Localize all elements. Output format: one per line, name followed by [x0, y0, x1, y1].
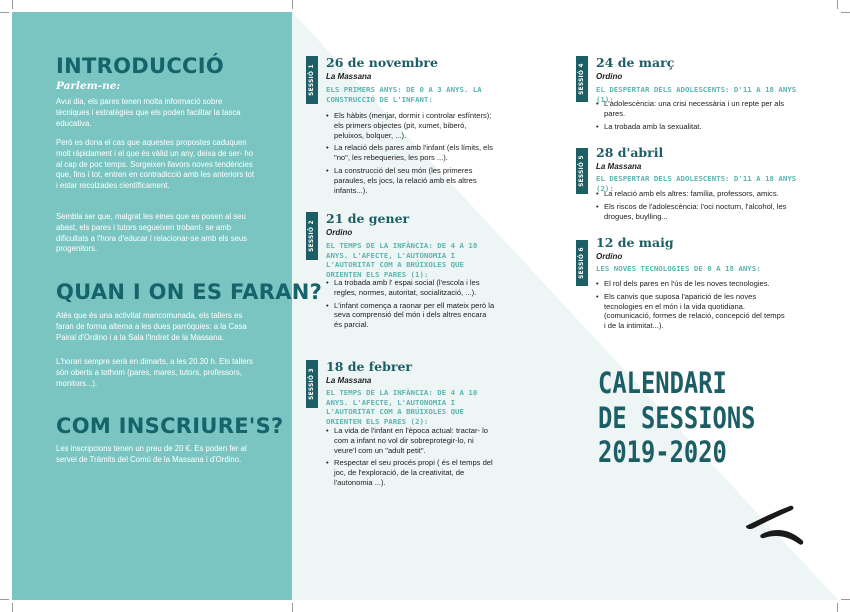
session-label: SESSIÓ 5	[579, 155, 585, 187]
crop-mark	[0, 12, 9, 13]
brush-logo-icon	[744, 504, 806, 548]
crop-mark	[12, 603, 13, 612]
session-label-badge	[576, 148, 588, 194]
intro-paragraph: Avui dia, els pares tenen molta informació sobre tècniques i estratègies que els poden facilitar la tasca educativa.	[56, 97, 241, 128]
session-bullet: • La relació dels pares amb l'infant (els límits, els "no", les rebequeries, les pors ...).	[326, 143, 496, 163]
intro-paragraph: Sembla ser que, malgrat les eines que es posen al seu abast, els pares i tutors segueixen trobant- se amb dificultats a l'hora d'educar i relacionar-se amb els seus progenitors.	[56, 212, 248, 254]
crop-mark	[837, 603, 838, 612]
session-label-badge	[576, 240, 588, 286]
session-place: Ordino	[326, 228, 353, 237]
session-date: 12 de maig	[596, 235, 674, 250]
session-topic: LES NOVES TECNOLOGIES DE 0 A 18 ANYS:	[596, 264, 761, 273]
intro-subtitle: Parlem-ne:	[56, 80, 121, 92]
session-bullet: • Respectar el seu procés propi ( és el temps del joc, de l'exploració, de la creativitat, de l'autonomia ...).	[326, 458, 496, 487]
session-topic: EL DESPERTAR DELS ADOLESCENTS: D'11 A 18 ANYS (2):	[596, 174, 797, 193]
session-date: 21 de gener	[326, 211, 410, 226]
session-topic: ELS PRIMERS ANYS: DE 0 A 3 ANYS. LA CONSTRUCCIÓ DE L'INFANT:	[326, 85, 482, 104]
session-bullet: • Els canvis que suposa l'aparició de les noves tecnologies en el món i la vida quotidiana. (comunicació, formes de relació, concepció del temps i de la intimitat...).	[596, 292, 786, 331]
session-bullets	[326, 111, 496, 198]
session-label: SESSIÓ 4	[579, 63, 585, 95]
session-bullets	[326, 426, 496, 491]
session-place: La Massana	[326, 72, 372, 81]
session-bullet: • L'infant comença a raonar per ell mateix però la seva comprensió del món i dels altres encara és parcial.	[326, 301, 496, 330]
session-place: Ordino	[596, 72, 623, 81]
session-bullets	[596, 99, 792, 134]
session-place: La Massana	[596, 162, 642, 171]
session-label: SESSIÓ 6	[579, 247, 585, 279]
crop-mark	[292, 0, 293, 9]
crop-mark	[841, 12, 850, 13]
session-bullets	[596, 279, 786, 334]
calendar-title-line: DE SESSIONS	[598, 401, 756, 435]
intro-paragraph: Però es dona el cas que aquestes propostes caduquen molt ràpidament i el que és vàlid un any, deixa de ser- ho al cap de poc temps. Sorgeixen llavors noves tendències que, fins i tot, entren en contradicció amb les anteriors tot i estar recolzades científicament.	[56, 138, 255, 191]
session-bullet: • Els riscos de l'adolescència: l'oci nocturn, l'alcohol, les drogues, buylling...	[596, 202, 796, 222]
when-title: QUAN I ON ES FARAN?	[56, 280, 323, 304]
signup-paragraph: Les inscripcions tenen un preu de 20 €. Es poden fer al servei de Tràmits del Comú de la Massana i d'Ordino.	[56, 444, 247, 464]
session-bullet: • El rol dels pares en l'ús de les noves tecnologies.	[596, 279, 786, 289]
session-label-badge	[576, 56, 588, 102]
signup-title: COM INSCRIURE'S?	[56, 414, 284, 438]
crop-mark	[292, 603, 293, 612]
session-topic: EL DESPERTAR DELS ADOLESCENTS: D'11 A 18 ANYS (1):	[596, 85, 797, 104]
session-topic: EL TEMPS DE LA INFÀNCIA: DE 4 A 10 ANYS. L'AFECTE, L'AUTONOMIA I L'AUTORITAT COM A BRÚIXOLES QUE ORIENTEN ELS PARES (2):	[326, 388, 478, 426]
crop-mark	[841, 599, 850, 600]
session-bullet: • La construcció del seu món (les primeres paraules, els jocs, la relació amb els altres infants...).	[326, 166, 496, 195]
session-label-badge	[306, 360, 318, 408]
session-topic: EL TEMPS DE LA INFÀNCIA: DE 4 A 10 ANYS. L'AFECTE, L'AUTONOMIA I L'AUTORITAT COM A BRÚIXOLES QUE ORIENTEN ELS PARES (1):	[326, 241, 478, 279]
session-label-badge	[306, 212, 318, 260]
session-date: 26 de novembre	[326, 55, 438, 70]
calendar-title-line: 2019-2020	[598, 435, 727, 469]
session-bullet: • Els hàbits (menjar, dormir i controlar esfínters); els primers objectes (pit, xumet, biberó, peluixos, bolquer, ...).	[326, 111, 496, 140]
when-paragraph: L'horari sempre serà en dimarts, a les 20.30 h. Els tallers són oberts a tothom (pares, mares, tutors, professors, monitors...).	[56, 357, 253, 388]
crop-mark	[0, 599, 9, 600]
session-bullet: • L'adolescència: una crisi necessària i un repte per als pares.	[596, 99, 792, 119]
session-bullet: • La relació amb els altres: família, professors, amics.	[596, 189, 796, 199]
session-bullets	[326, 278, 496, 333]
session-bullet: • La vida de l'infant en l'època actual: tractar- lo com a infant no vol dir sobreprotegir-lo, ni veure'l com un "adult petit".	[326, 426, 496, 455]
session-date: 28 d'abril	[596, 145, 664, 160]
when-paragraph: Atès que és una activitat mancomunada, els tallers es faran de forma alterna a les dues parròquies: a la Casa Pairal d'Ordino i a la Sala l'Indret de la Massana.	[56, 311, 247, 342]
session-bullet: • La trobada amb l' espai social (l'escola i les regles, normes, autoritat, socialització, ...).	[326, 278, 496, 298]
crop-mark	[12, 0, 13, 9]
session-bullet: • La trobada amb la sexualitat.	[596, 122, 792, 132]
calendar-title-line: CALENDARI	[598, 366, 727, 400]
intro-title: INTRODUCCIÓ	[56, 54, 225, 78]
session-label-badge	[306, 56, 318, 104]
session-label: SESSIÓ 1	[309, 64, 315, 96]
session-date: 24 de març	[596, 55, 675, 70]
session-label: SESSIÓ 2	[309, 220, 315, 252]
session-place: Ordino	[596, 252, 623, 261]
session-place: La Massana	[326, 376, 372, 385]
session-date: 18 de febrer	[326, 359, 412, 374]
crop-mark	[837, 0, 838, 9]
session-label: SESSIÓ 3	[309, 368, 315, 400]
session-bullets	[596, 189, 796, 224]
